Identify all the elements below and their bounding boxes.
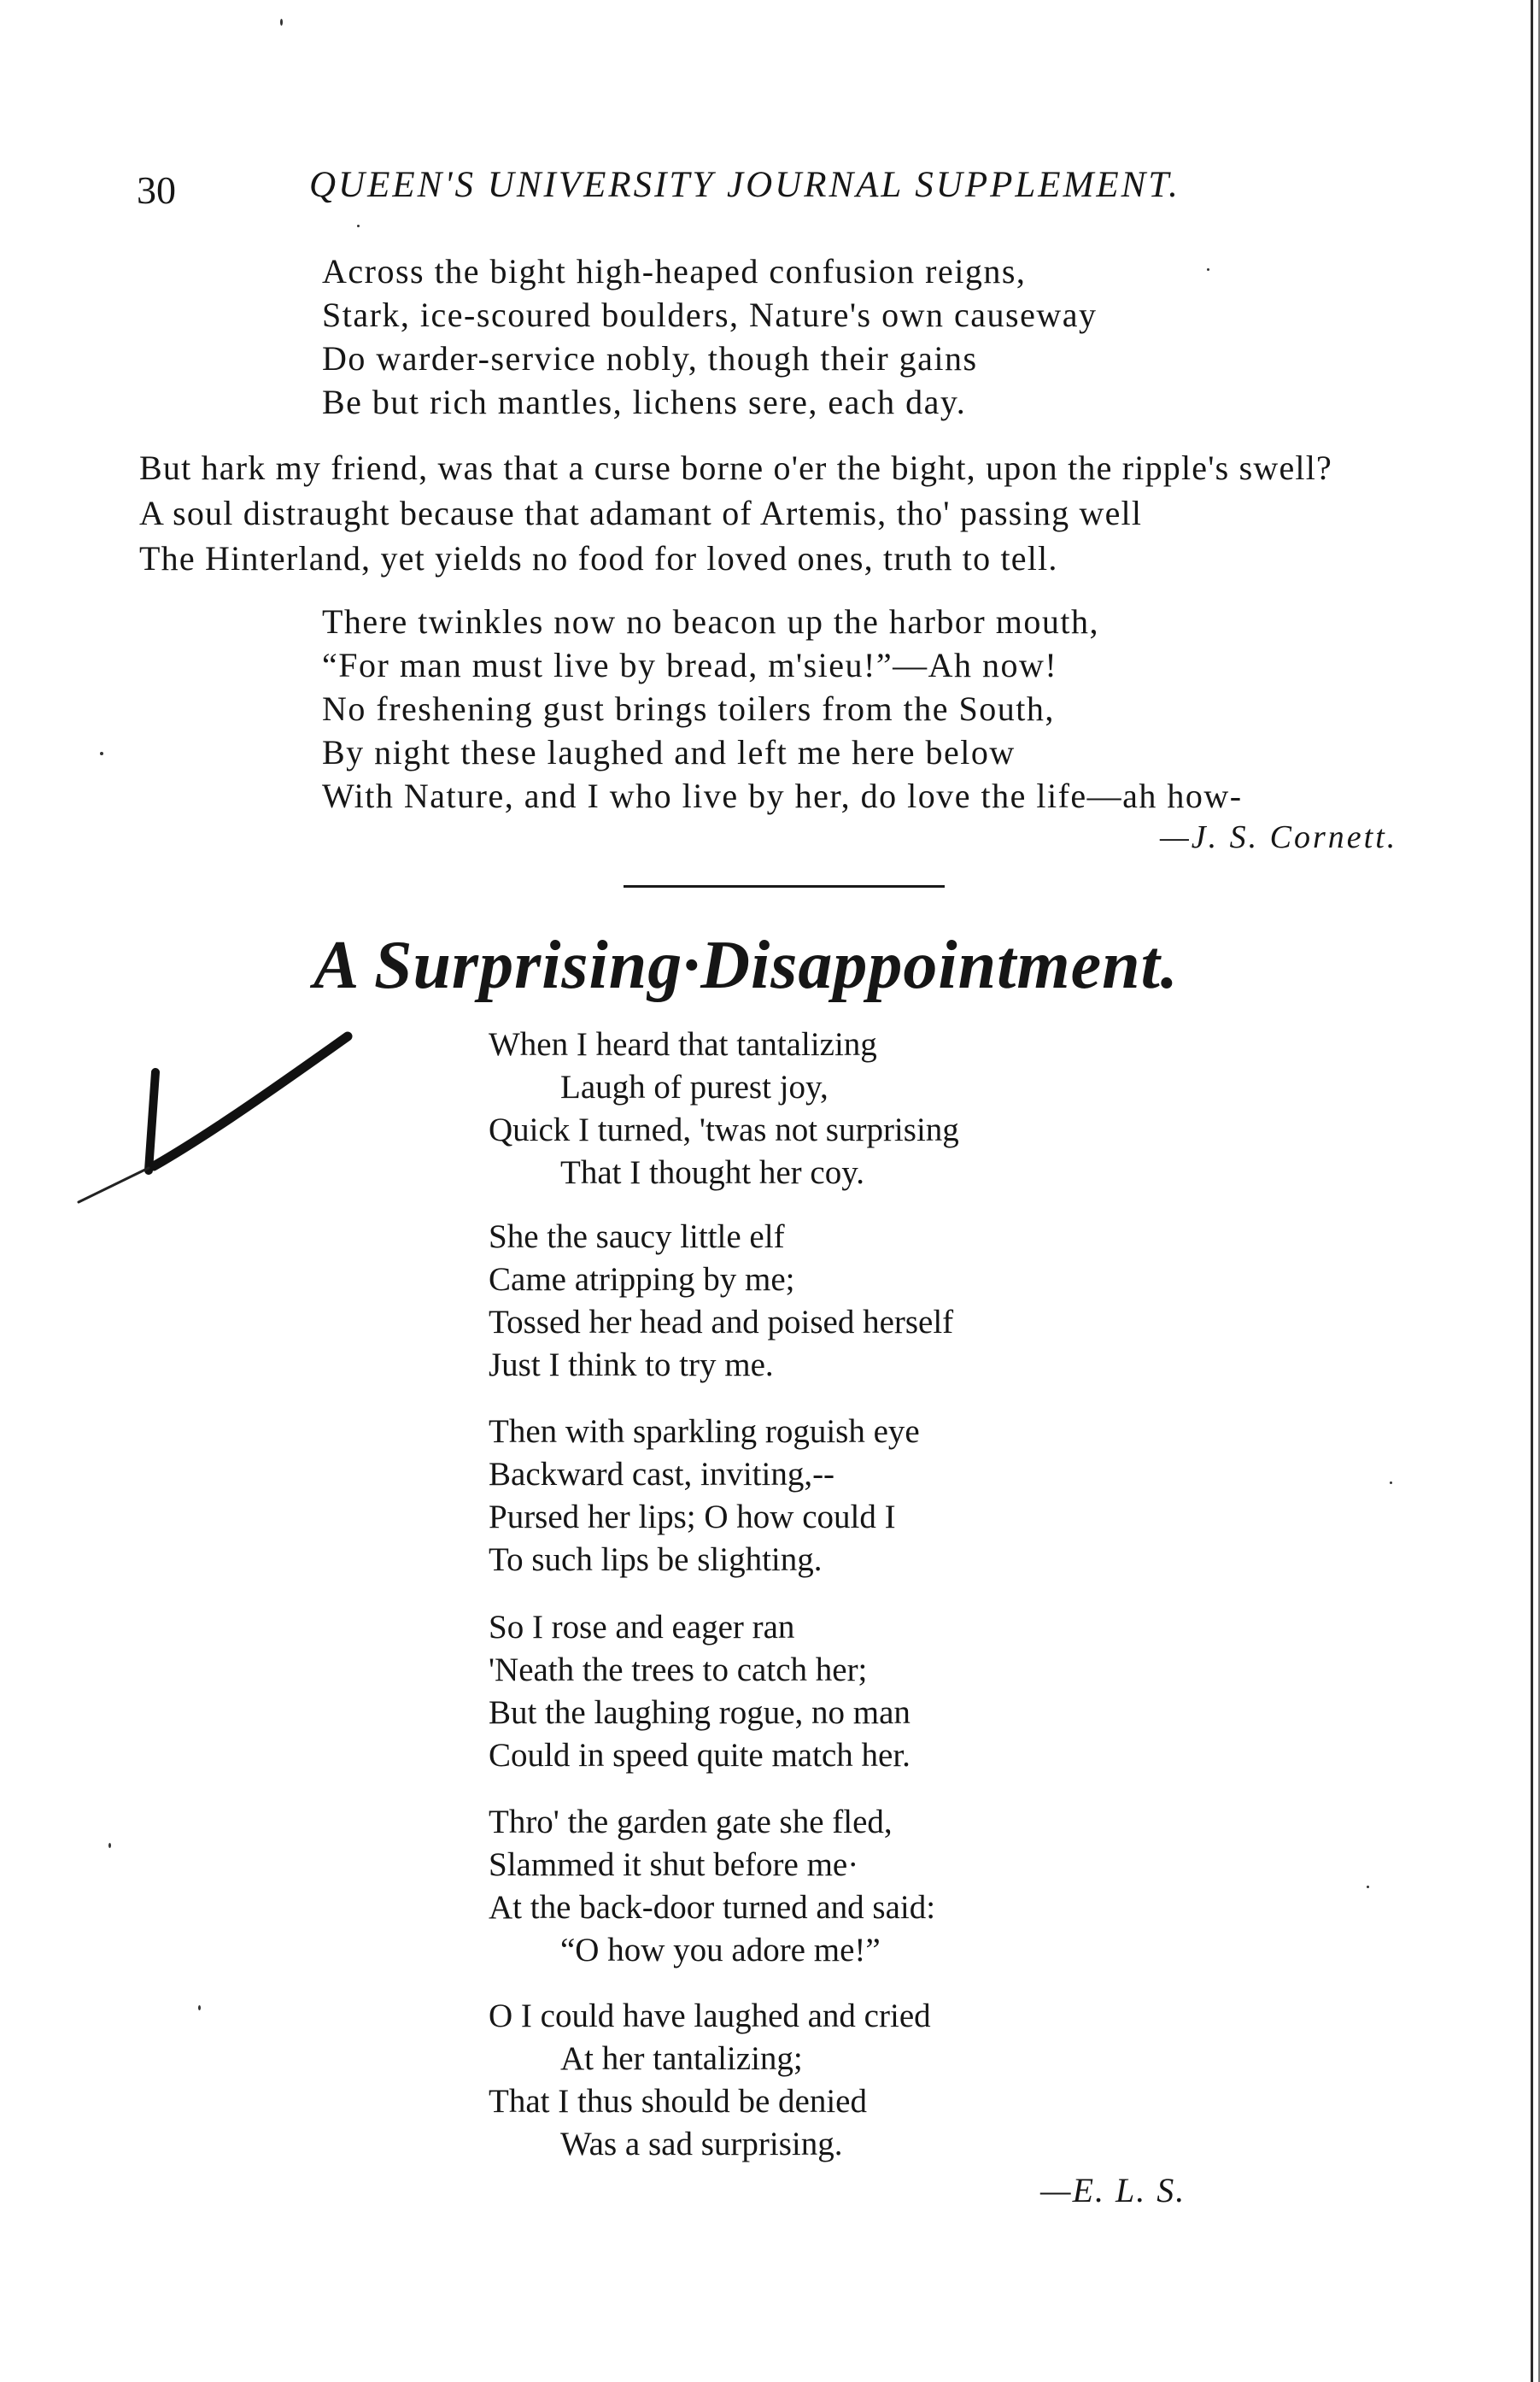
verse-line: That I thus should be denied	[489, 2083, 867, 2120]
verse-line: Be but rich mantles, lichens sere, each day.	[322, 383, 967, 421]
verse-line: Just I think to try me.	[489, 1346, 774, 1383]
verse-line: A soul distraught because that adamant of Artemis, tho' passing well	[139, 494, 1143, 532]
section-divider	[624, 885, 945, 888]
scan-speck	[1390, 1481, 1392, 1484]
verse-line: That I thought her coy.	[560, 1154, 864, 1191]
verse-line: Across the bight high-heaped confusion reigns,	[322, 252, 1027, 290]
verse-line: There twinkles now no beacon up the harbor mouth,	[322, 602, 1099, 641]
verse-line: Stark, ice-scoured boulders, Nature's own causeway	[322, 296, 1098, 334]
verse-line: So I rose and eager ran	[489, 1609, 795, 1646]
verse-line: Slammed it shut before me·	[489, 1846, 859, 1883]
scan-speck	[1367, 1886, 1369, 1888]
verse-line: To such lips be slighting.	[489, 1541, 823, 1578]
verse-line: Came atripping by me;	[489, 1261, 795, 1298]
scan-speck	[357, 225, 360, 227]
verse-line: At the back-door turned and said:	[489, 1889, 936, 1926]
page-number: 30	[137, 168, 176, 212]
scan-speck	[198, 2005, 201, 2010]
verse-line: No freshening gust brings toilers from the South,	[322, 689, 1055, 728]
verse-line: O I could have laughed and cried	[489, 1998, 931, 2034]
verse-line: But the laughing rogue, no man	[489, 1694, 911, 1731]
verse-line: Could in speed quite match her.	[489, 1737, 911, 1774]
scan-speck	[108, 1843, 111, 1848]
verse-line: She the saucy little elf	[489, 1218, 785, 1255]
verse-line: The Hinterland, yet yields no food for loved ones, truth to tell.	[139, 539, 1058, 578]
verse-line: When I heard that tantalizing	[489, 1026, 877, 1063]
scan-speck	[100, 752, 103, 755]
verse-line: “For man must live by bread, m'sieu!”—Ah now!	[322, 646, 1058, 684]
verse-line: Was a sad surprising.	[560, 2126, 843, 2162]
verse-line: “O how you adore me!”	[560, 1932, 881, 1968]
scan-speck	[280, 19, 283, 26]
verse-line: Do warder-service nobly, though their gains	[322, 339, 978, 378]
handwritten-check-mark	[70, 1021, 360, 1217]
verse-line: Laugh of purest joy,	[560, 1069, 829, 1106]
poem-title: A Surprising·Disappointment.	[313, 928, 1179, 1003]
verse-line: Quick I turned, 'twas not surprising	[489, 1112, 959, 1148]
verse-line: At her tantalizing;	[560, 2040, 803, 2077]
verse-line: By night these laughed and left me here below	[322, 733, 1016, 772]
running-head: QUEEN'S UNIVERSITY JOURNAL SUPPLEMENT.	[309, 165, 1180, 205]
scan-speck	[1207, 268, 1209, 271]
verse-line: But hark my friend, was that a curse borne o'er the bight, upon the ripple's swell?	[139, 449, 1333, 487]
verse-line: 'Neath the trees to catch her;	[489, 1652, 868, 1688]
attribution-cornett: —J. S. Cornett.	[1160, 819, 1398, 855]
verse-line: Tossed her head and poised herself	[489, 1304, 954, 1341]
verse-line: Pursed her lips; O how could I	[489, 1499, 896, 1535]
attribution-els: —E. L. S.	[1040, 2171, 1186, 2209]
verse-line: Thro' the garden gate she fled,	[489, 1804, 893, 1840]
verse-line: Then with sparkling roguish eye	[489, 1413, 920, 1450]
verse-line: Backward cast, inviting,--	[489, 1456, 835, 1493]
verse-line: With Nature, and I who live by her, do love the life—ah how-	[322, 777, 1243, 815]
page-edge-line	[1531, 0, 1533, 2382]
